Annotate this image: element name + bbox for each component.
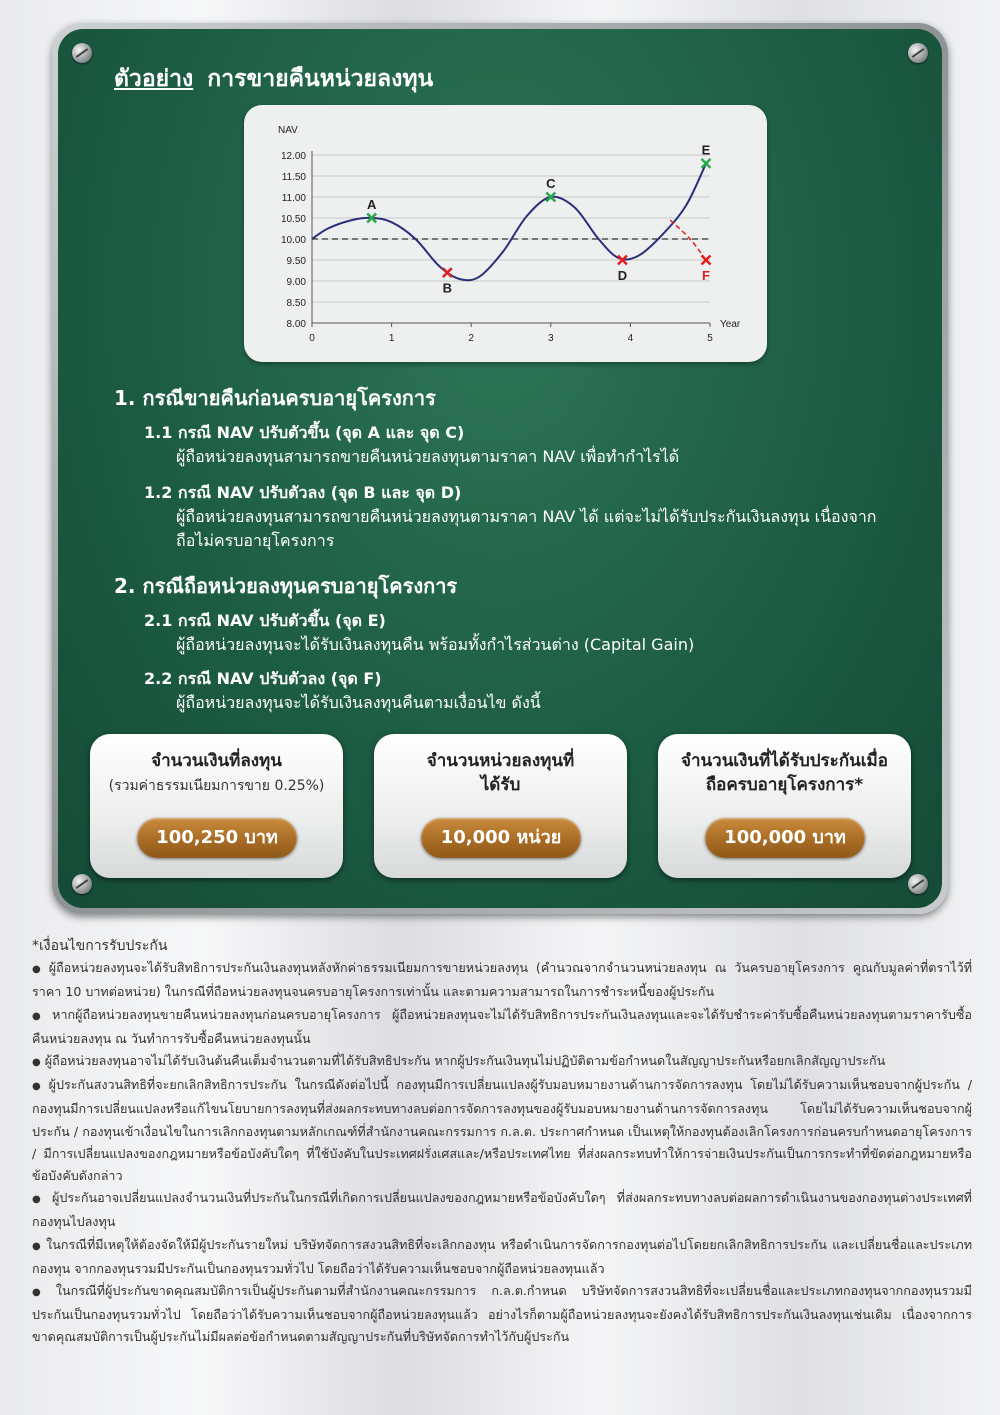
nav-chart-card (244, 105, 767, 362)
list-item: ● ในกรณีที่ผู้ประกันขาดคุณสมบัติการเป็นผู้ประกันตามที่สำนักงานคณะกรรมการ ก.ล.ต.กำหนด บริษัทจัดการสงวนสิทธิที่จะเปลี่ยนชื่อและประเภทกองทุนจากกองทุนรวมมีประกันเป็นกองทุนรวมทั่วไป โดยถือว่าได้รับความเห็นชอบจากผู้ถือหน่วยลงทุนแล้ว อย่างไรก็ตามผู้ถือหน่วยลงทุนจะยังคงได้รับสิทธิการประกันเงินลงทุนเช่นเดิม เนื่องจากการขาดคุณสมบัติการเป็นผู้ประกันไม่มีผลต่อข้อกำหนดตามสัญญาประกันที่บริษัทจัดการทำไว้กับผู้ประกัน (32, 1280, 972, 1349)
y-tick-label: 10.00 (280, 235, 306, 246)
point-label: F (702, 268, 710, 283)
list-item: ● ผู้ประกันสงวนสิทธิที่จะยกเลิกสิทธิการประกัน ในกรณีดังต่อไปนี้ กองทุนมีการเปลี่ยนแปลงผู้รับมอบหมายงานด้านการจัดการลงทุน โดยไม่ได้รับความเห็นชอบจากผู้ประกัน / กองทุนมีการเปลี่ยนแปลงหรือแก้ไขนโยบายการลงทุนที่ส่งผลกระทบทางลบต่อการจัดการลงทุนของผู้รับมอบหมายงานด้านการจัดการลงทุน โดยไม่ได้รับความเห็นชอบจากผู้ประกัน / กองทุนเข้าเงื่อนไขในการเลิกกองทุนตามหลักเกณฑ์ที่สำนักงานคณะกรรมการ ก.ล.ต. ประกาศกำหนด เป็นเหตุให้กองทุนต้องเลิกโครงการก่อนครบกำหนดอายุโครงการ / มีการเปลี่ยนแปลงของกฎหมายหรือข้อบังคับใดๆ ที่ใช้บังคับในประเทศฝรั่งเศสและ/หรือประเทศไทย ที่ส่งผลกระทบทำให้การจ่ายเงินประกันเป็นการกระทำที่ขัดต่อกฎหมายหรือข้อบังคับดังกล่าว (32, 1074, 972, 1187)
list-item: ● หากผู้ถือหน่วยลงทุนขายคืนหน่วยลงทุนก่อนครบอายุโครงการ ผู้ถือหน่วยลงทุนจะไม่ได้รับสิทธิการประกันเงินลงทุนและจะได้รับชำระค่ารับซื้อคืนหน่วยลงทุนตามราคารับซื้อคืนหน่วยลงทุน ณ วันทำการรับซื้อคืนหน่วยลงทุนนั้น (32, 1004, 972, 1050)
box-subtitle: (รวมค่าธรรมเนียมการขาย 0.25%) (108, 778, 325, 794)
screw-icon (72, 874, 92, 894)
x-tick-label: 0 (309, 333, 315, 344)
y-tick-label: 9.50 (286, 256, 306, 267)
list-item: ● ผู้ถือหน่วยลงทุนจะได้รับสิทธิการประกันเงินลงทุนหลังหักค่าธรรมเนียมการขายหน่วยลงทุน (คำนวณจากจำนวนหน่วยลงทุน ณ วันครบอายุโครงการ คูณกับมูลค่าที่ตราไว้ที่ราคา 10 บาทต่อหน่วย) ในกรณีที่ถือหน่วยลงทุนจนครบอายุโครงการเท่านั้น และตามความสามารถในการชำระหนี้ของผู้ประกัน (32, 957, 972, 1003)
box-title: จำนวนเงินที่ได้รับประกันเมื่อถือครบอายุโครงการ* (681, 751, 888, 795)
y-tick-label: 8.50 (286, 298, 306, 309)
y-tick-label: 10.50 (280, 214, 306, 225)
x-tick-label: 3 (548, 333, 554, 344)
screw-icon (72, 43, 92, 63)
green-board (58, 29, 942, 908)
box-value: 10,000 หน่วย (421, 818, 581, 858)
section2-item1-body: ผู้ถือหน่วยลงทุนจะได้รับเงินลงทุนคืน พร้อมทั้งกำไรส่วนต่าง (Capital Gain) (176, 635, 695, 654)
title-prefix: ตัวอย่าง (114, 66, 194, 92)
section1-heading: 1. กรณีขายคืนก่อนครบอายุโครงการ (114, 386, 436, 410)
section1-item1-heading: 1.1 กรณี NAV ปรับตัวขึ้น (จุด A และ จุด C) (144, 423, 465, 442)
y-tick-label: 11.00 (281, 193, 306, 204)
nav-drop-branch-line (670, 220, 706, 260)
y-tick-label: 12.00 (280, 151, 306, 162)
section1-item2-heading: 1.2 กรณี NAV ปรับตัวลง (จุด B และ จุด D) (144, 483, 462, 502)
guarantee-conditions (32, 935, 972, 1349)
point-label: C (546, 176, 556, 191)
section1-item1-body: ผู้ถือหน่วยลงทุนสามารถขายคืนหน่วยลงทุนตามราคา NAV เพื่อทำกำไรได้ (176, 447, 680, 466)
units-received-box (374, 734, 627, 878)
x-tick-label: 1 (388, 333, 395, 344)
title-text: การขายคืนหน่วยลงทุน (207, 66, 434, 92)
list-item: ● ในกรณีที่มีเหตุให้ต้องจัดให้มีผู้ประกันรายใหม่ บริษัทจัดการสงวนสิทธิที่จะเลิกกองทุน หรือดำเนินการจัดการกองทุนต่อไปโดยยกเลิกสิทธิการประกัน และเปลี่ยนชื่อและประเภทกองทุน จากกองทุนรวมมีประกันเป็นกองทุนรวมทั่วไป โดยถือว่าได้รับความเห็นชอบจากผู้ถือหน่วยลงทุนแล้ว (32, 1234, 972, 1280)
invested-amount-box (90, 734, 343, 878)
point-label: A (367, 197, 377, 212)
point-label: B (442, 280, 453, 296)
x-tick-label: 4 (627, 333, 634, 344)
section2-item2-body: ผู้ถือหน่วยลงทุนจะได้รับเงินลงทุนคืนตามเงื่อนไข ดังนี้ (176, 693, 541, 712)
nav-chart (244, 105, 767, 362)
section1-item2-body: ผู้ถือหน่วยลงทุนสามารถขายคืนหน่วยลงทุนตามราคา NAV ได้ แต่จะไม่ได้รับประกันเงินลงทุน เนื่องจากถือไม่ครบอายุโครงการ (176, 507, 877, 550)
box-value: 100,000 บาท (705, 818, 865, 858)
list-item: ● ผู้ประกันอาจเปลี่ยนแปลงจำนวนเงินที่ประกันในกรณีที่เกิดการเปลี่ยนแปลงของกฎหมายหรือข้อบังคับใดๆ ที่ส่งผลกระทบทางลบต่อผลการดำเนินงานของกองทุนต่างประเทศที่กองทุนไปลงทุน (32, 1187, 972, 1233)
y-axis-label: NAV (278, 125, 298, 136)
guaranteed-amount-box (658, 734, 911, 878)
nav-series-line (312, 163, 706, 280)
y-tick-label: 8.00 (286, 319, 306, 330)
x-tick-label: 5 (707, 333, 713, 344)
green-board-frame (52, 23, 948, 914)
point-label: E (701, 142, 711, 158)
section2-item2-heading: 2.2 กรณี NAV ปรับตัวลง (จุด F) (144, 669, 382, 688)
box-title: จำนวนเงินที่ลงทุน (151, 751, 282, 771)
section2-heading: 2. กรณีถือหน่วยลงทุนครบอายุโครงการ (114, 574, 458, 598)
y-tick-label: 9.00 (286, 277, 306, 288)
notes-title: *เงื่อนไขการรับประกัน (32, 938, 168, 954)
list-item: ● ผู้ถือหน่วยลงทุนอาจไม่ได้รับเงินต้นคืนเต็มจำนวนตามที่ได้รับสิทธิประกัน หากผู้ประกันเงินทุนไม่ปฏิบัติตามข้อกำหนดในสัญญาประกันหรือยกเลิกสัญญาประกัน (32, 1050, 972, 1074)
screw-icon (908, 43, 928, 63)
box-value: 100,250 บาท (137, 818, 297, 858)
y-tick-label: 11.50 (281, 172, 306, 183)
point-label: D (617, 268, 628, 283)
x-tick-label: 2 (468, 333, 474, 344)
screw-icon (908, 874, 928, 894)
notes-list (32, 957, 972, 1348)
x-axis-label: Year (720, 319, 741, 330)
section2-item1-heading: 2.1 กรณี NAV ปรับตัวขึ้น (จุด E) (144, 611, 386, 630)
box-title: จำนวนหน่วยลงทุนที่ได้รับ (426, 751, 575, 795)
page-title (114, 61, 433, 97)
